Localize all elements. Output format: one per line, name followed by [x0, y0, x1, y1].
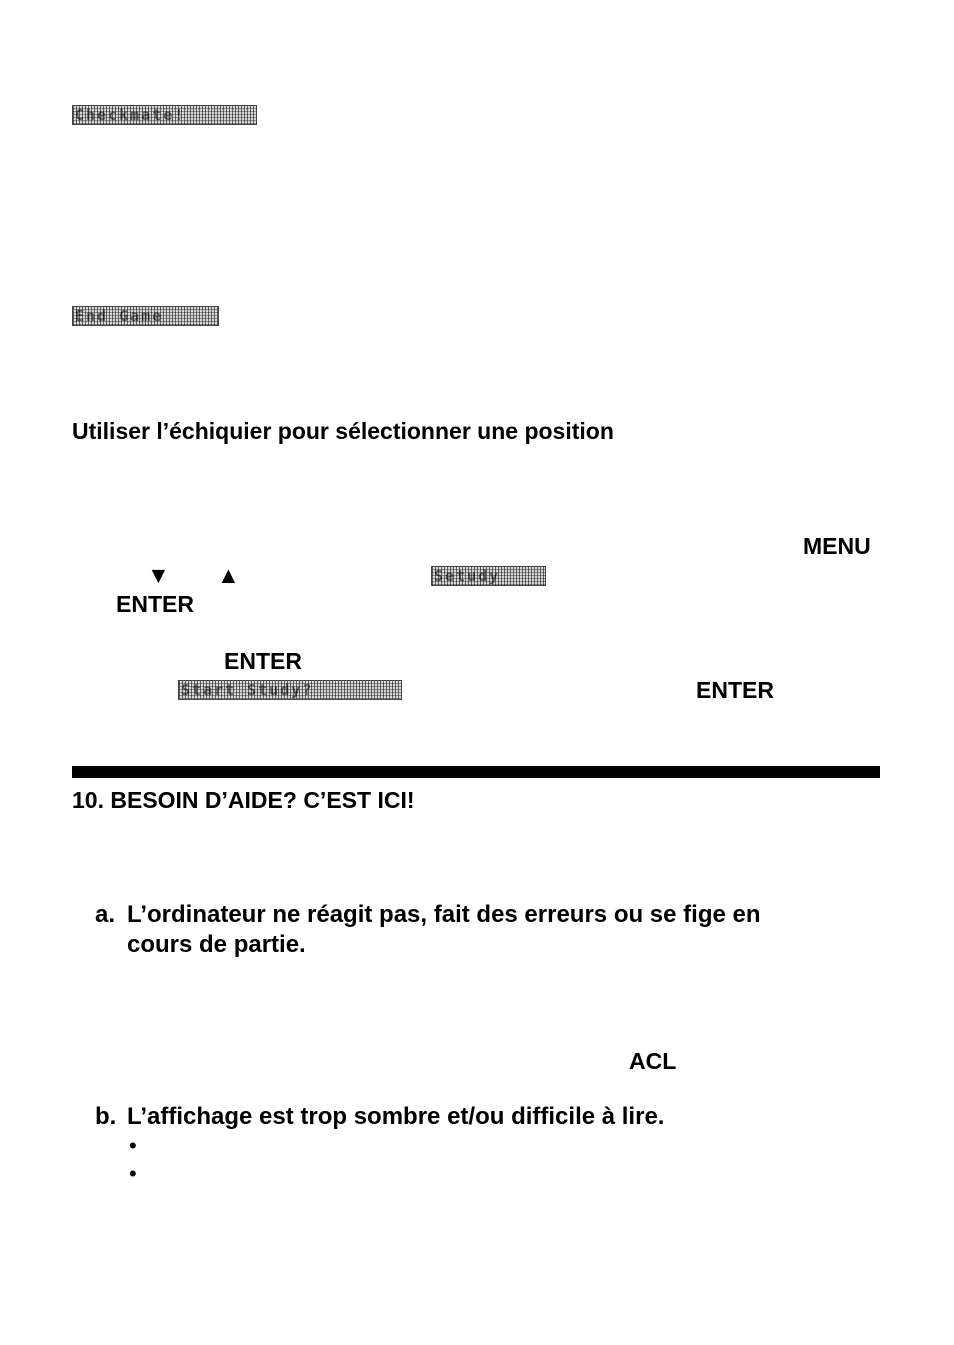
lcd-set-study	[431, 566, 546, 586]
bullet-1: •	[129, 1133, 137, 1158]
lcd-end-game-text: End Game	[75, 307, 164, 325]
faq-a-marker: a.	[95, 901, 116, 928]
faq-a-line-1: L’ordinateur ne réagit pas, fait des erreurs ou se fige en	[127, 901, 761, 928]
faq-a-line-2: cours de partie.	[127, 931, 306, 958]
section-divider	[72, 766, 880, 778]
enter-key-label-3: ENTER	[696, 677, 774, 703]
enter-key-label-2: ENTER	[224, 648, 302, 674]
lcd-start-study-text: Start Study?	[181, 681, 314, 699]
arrow-down-icon: ▼	[147, 562, 170, 588]
bullet-2: •	[129, 1161, 137, 1186]
chapter-title: 10. BESOIN D’AIDE? C’EST ICI!	[72, 787, 415, 813]
menu-key-label: MENU	[803, 533, 871, 559]
section-heading: Utiliser l’échiquier pour sélectionner une position	[72, 418, 614, 444]
enter-key-label-1: ENTER	[116, 591, 194, 617]
lcd-checkmate-text: Checkmate!	[75, 106, 186, 124]
lcd-start-study	[178, 680, 402, 700]
lcd-end-game	[72, 306, 219, 326]
faq-b-line-1: L’affichage est trop sombre et/ou difficile à lire.	[127, 1103, 665, 1130]
arrow-up-icon: ▲	[217, 562, 240, 588]
acl-key-label: ACL	[629, 1048, 677, 1074]
lcd-checkmate	[72, 105, 257, 125]
lcd-set-study-text: Setudy	[434, 567, 501, 585]
faq-b-marker: b.	[95, 1103, 117, 1130]
